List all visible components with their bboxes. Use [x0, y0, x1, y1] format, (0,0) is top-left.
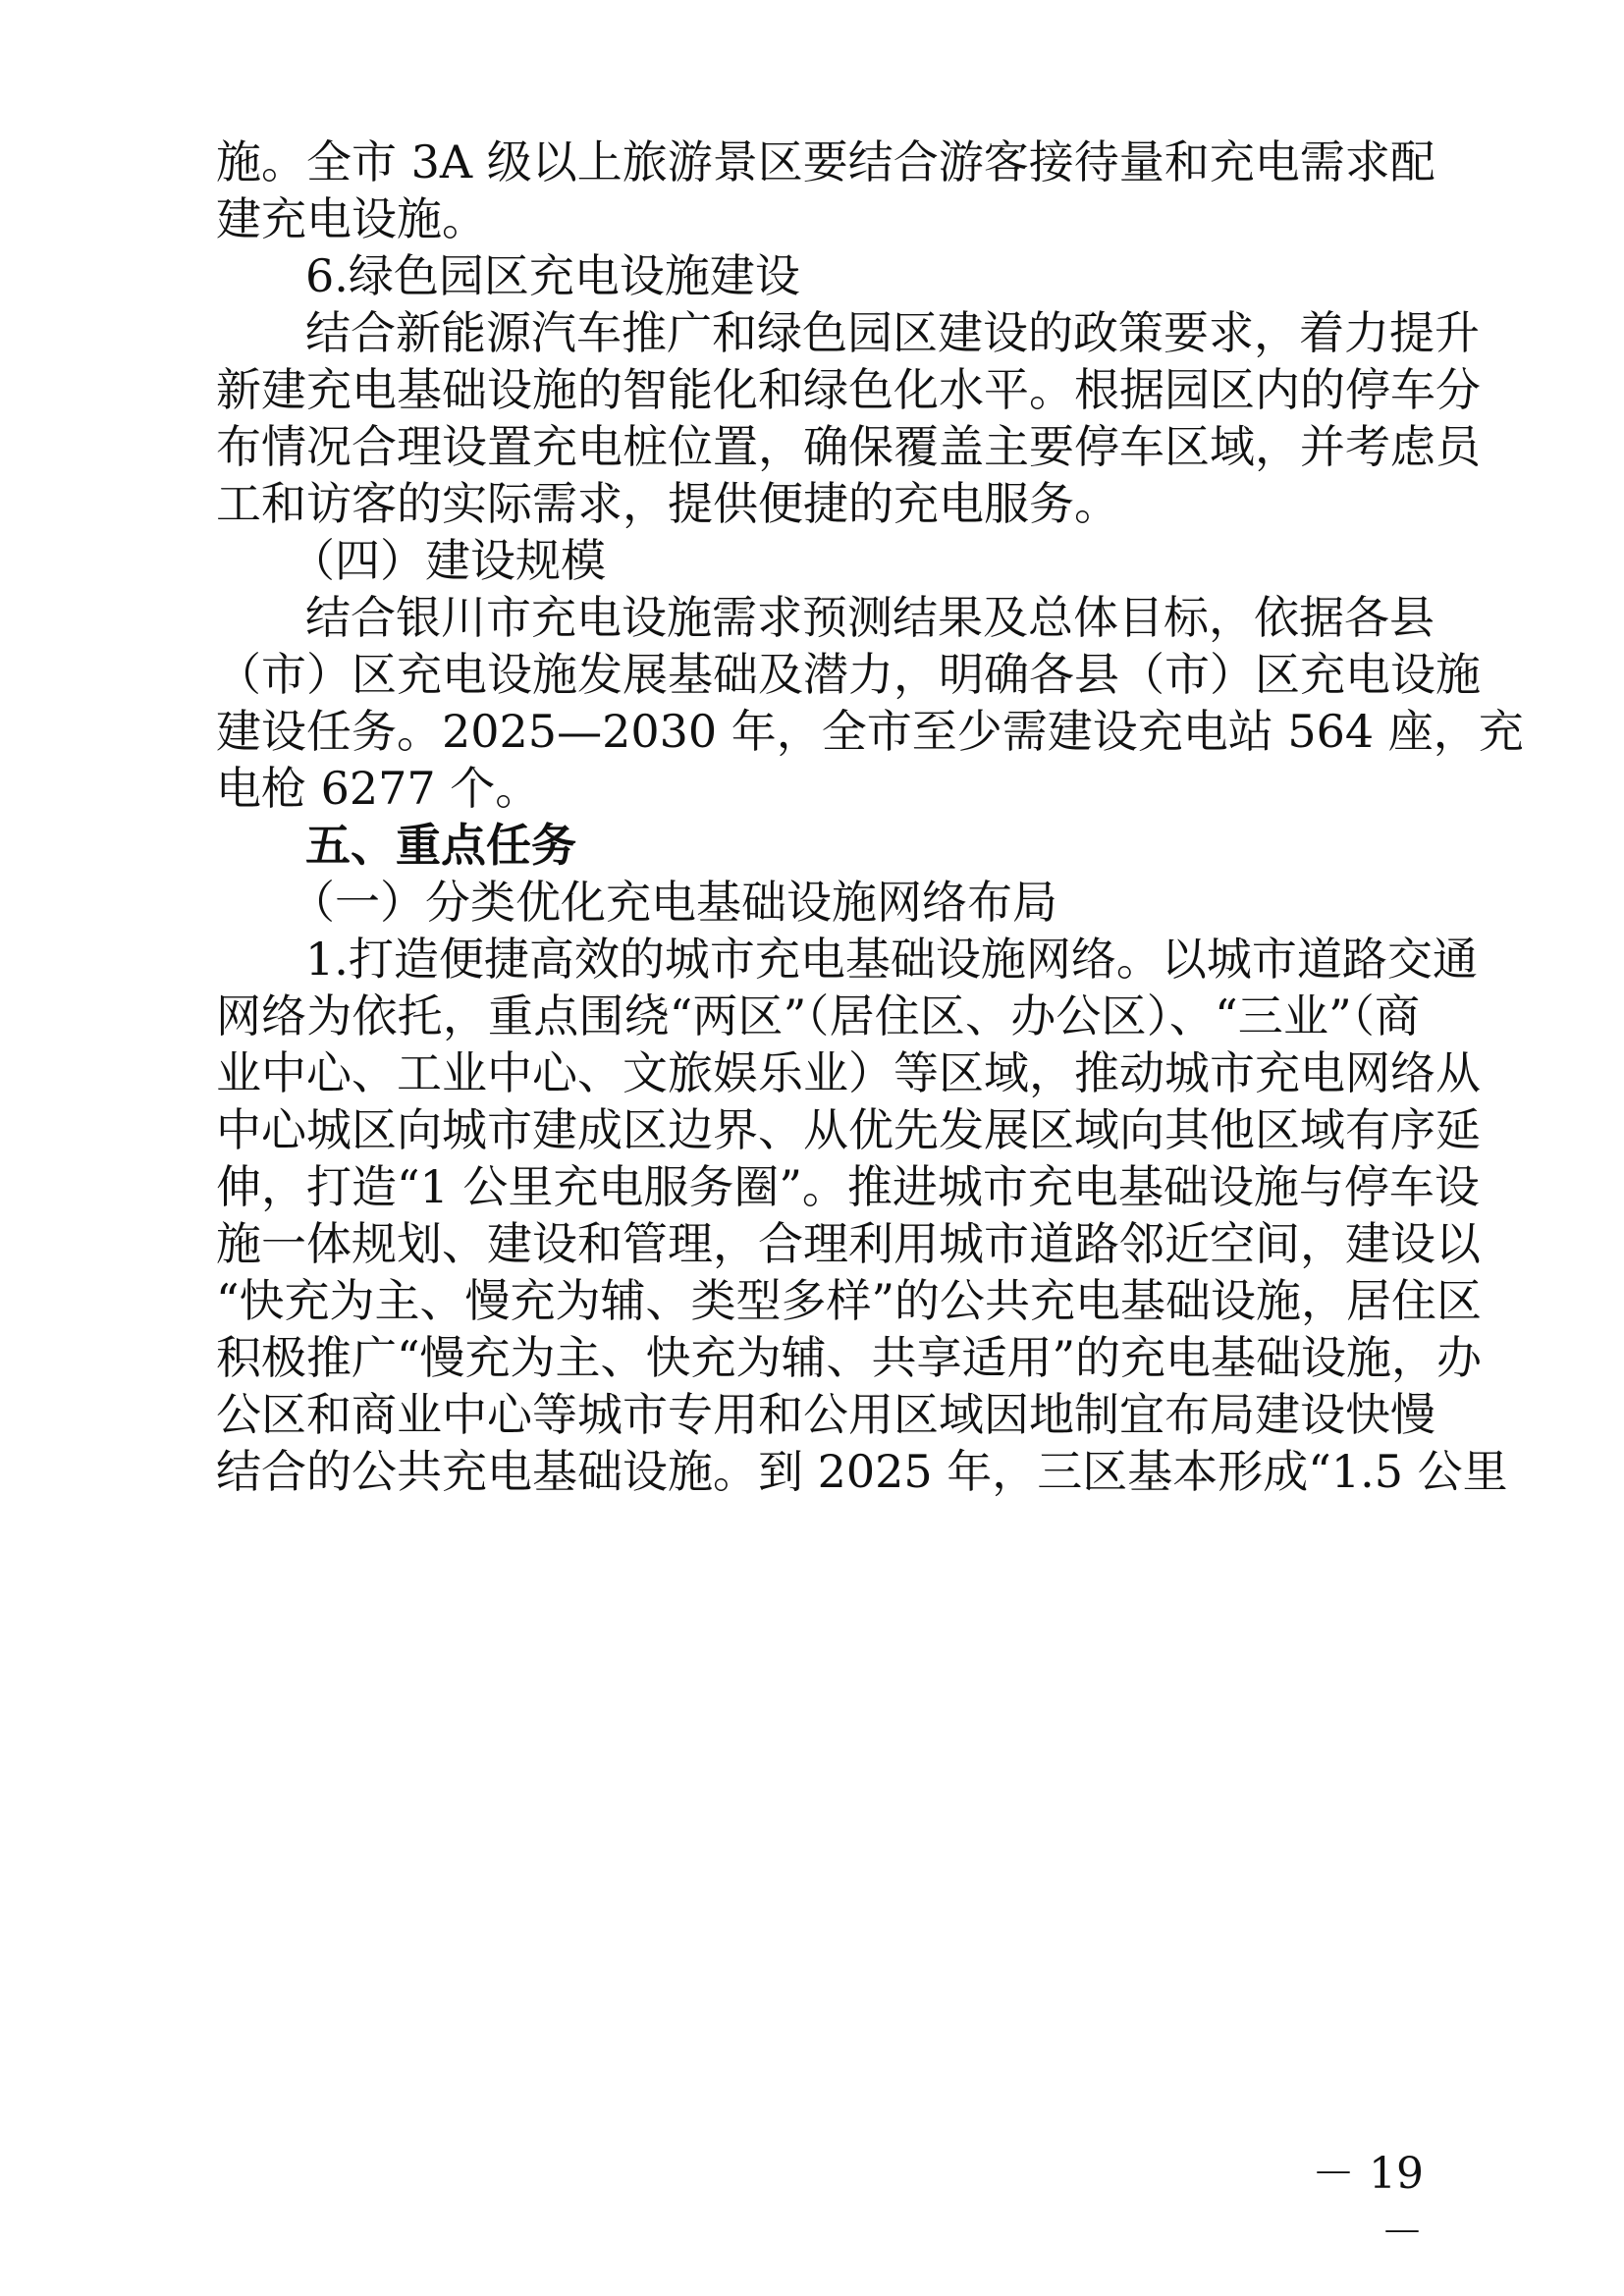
- text-line: 1.打造便捷高效的城市充电基础设施网络。以城市道路交通: [305, 933, 1478, 986]
- section-heading: 6.绿色园区充电设施建设: [305, 249, 800, 302]
- page-number: － 19 －: [1312, 2149, 1424, 2258]
- text-line: 业中心、工业中心、文旅娱乐业）等区域，推动城市充电网络从: [216, 1046, 1481, 1099]
- text-line: 积极推广“慢充为主、快充为辅、共享适用”的充电基础设施，办: [216, 1331, 1483, 1384]
- text-line: 公区和商业中心等城市专用和公用区域因地制宜布局建设快慢: [216, 1388, 1435, 1441]
- section-heading: （四）建设规模: [290, 534, 606, 587]
- text-line: “快充为主、慢充为辅、类型多样”的公共充电基础设施，居住区: [216, 1274, 1483, 1327]
- text-line: 伸，打造“1 公里充电服务圈”。推进城市充电基础设施与停车设: [216, 1160, 1480, 1213]
- text-line: 电枪 6277 个。: [216, 762, 541, 815]
- text-line: 网络为依托，重点围绕“两区”（居住区、办公区）、“三业”（商: [216, 989, 1420, 1042]
- text-line: 施。全市 3A 级以上旅游景区要结合游客接待量和充电需求配: [216, 135, 1435, 188]
- text-line: 建设任务。2025—2030 年，全市至少需建设充电站 564 座，充: [216, 705, 1524, 758]
- chapter-heading: 五、重点任务: [305, 819, 576, 872]
- text-line: 中心城区向城市建成区边界、从优先发展区域向其他区域有序延: [216, 1103, 1481, 1156]
- text-line: 结合的公共充电基础设施。到 2025 年，三区基本形成“1.5 公里: [216, 1445, 1508, 1498]
- section-heading: （一）分类优化充电基础设施网络布局: [290, 876, 1057, 929]
- text-line: 结合银川市充电设施需求预测结果及总体目标，依据各县: [305, 591, 1435, 644]
- text-line: 新建充电基础设施的智能化和绿色化水平。根据园区内的停车分: [216, 363, 1481, 416]
- text-line: 结合新能源汽车推广和绿色园区建设的政策要求，着力提升: [305, 306, 1480, 359]
- text-line: 建充电设施。: [216, 192, 487, 245]
- text-line: （市）区充电设施发展基础及潜力，明确各县（市）区充电设施: [216, 648, 1481, 701]
- text-line: 工和访客的实际需求，提供便捷的充电服务。: [216, 477, 1119, 530]
- text-line: 施一体规划、建设和管理，合理利用城市道路邻近空间，建设以: [216, 1217, 1481, 1270]
- text-line: 布情况合理设置充电桩位置，确保覆盖主要停车区域，并考虑员: [216, 420, 1481, 473]
